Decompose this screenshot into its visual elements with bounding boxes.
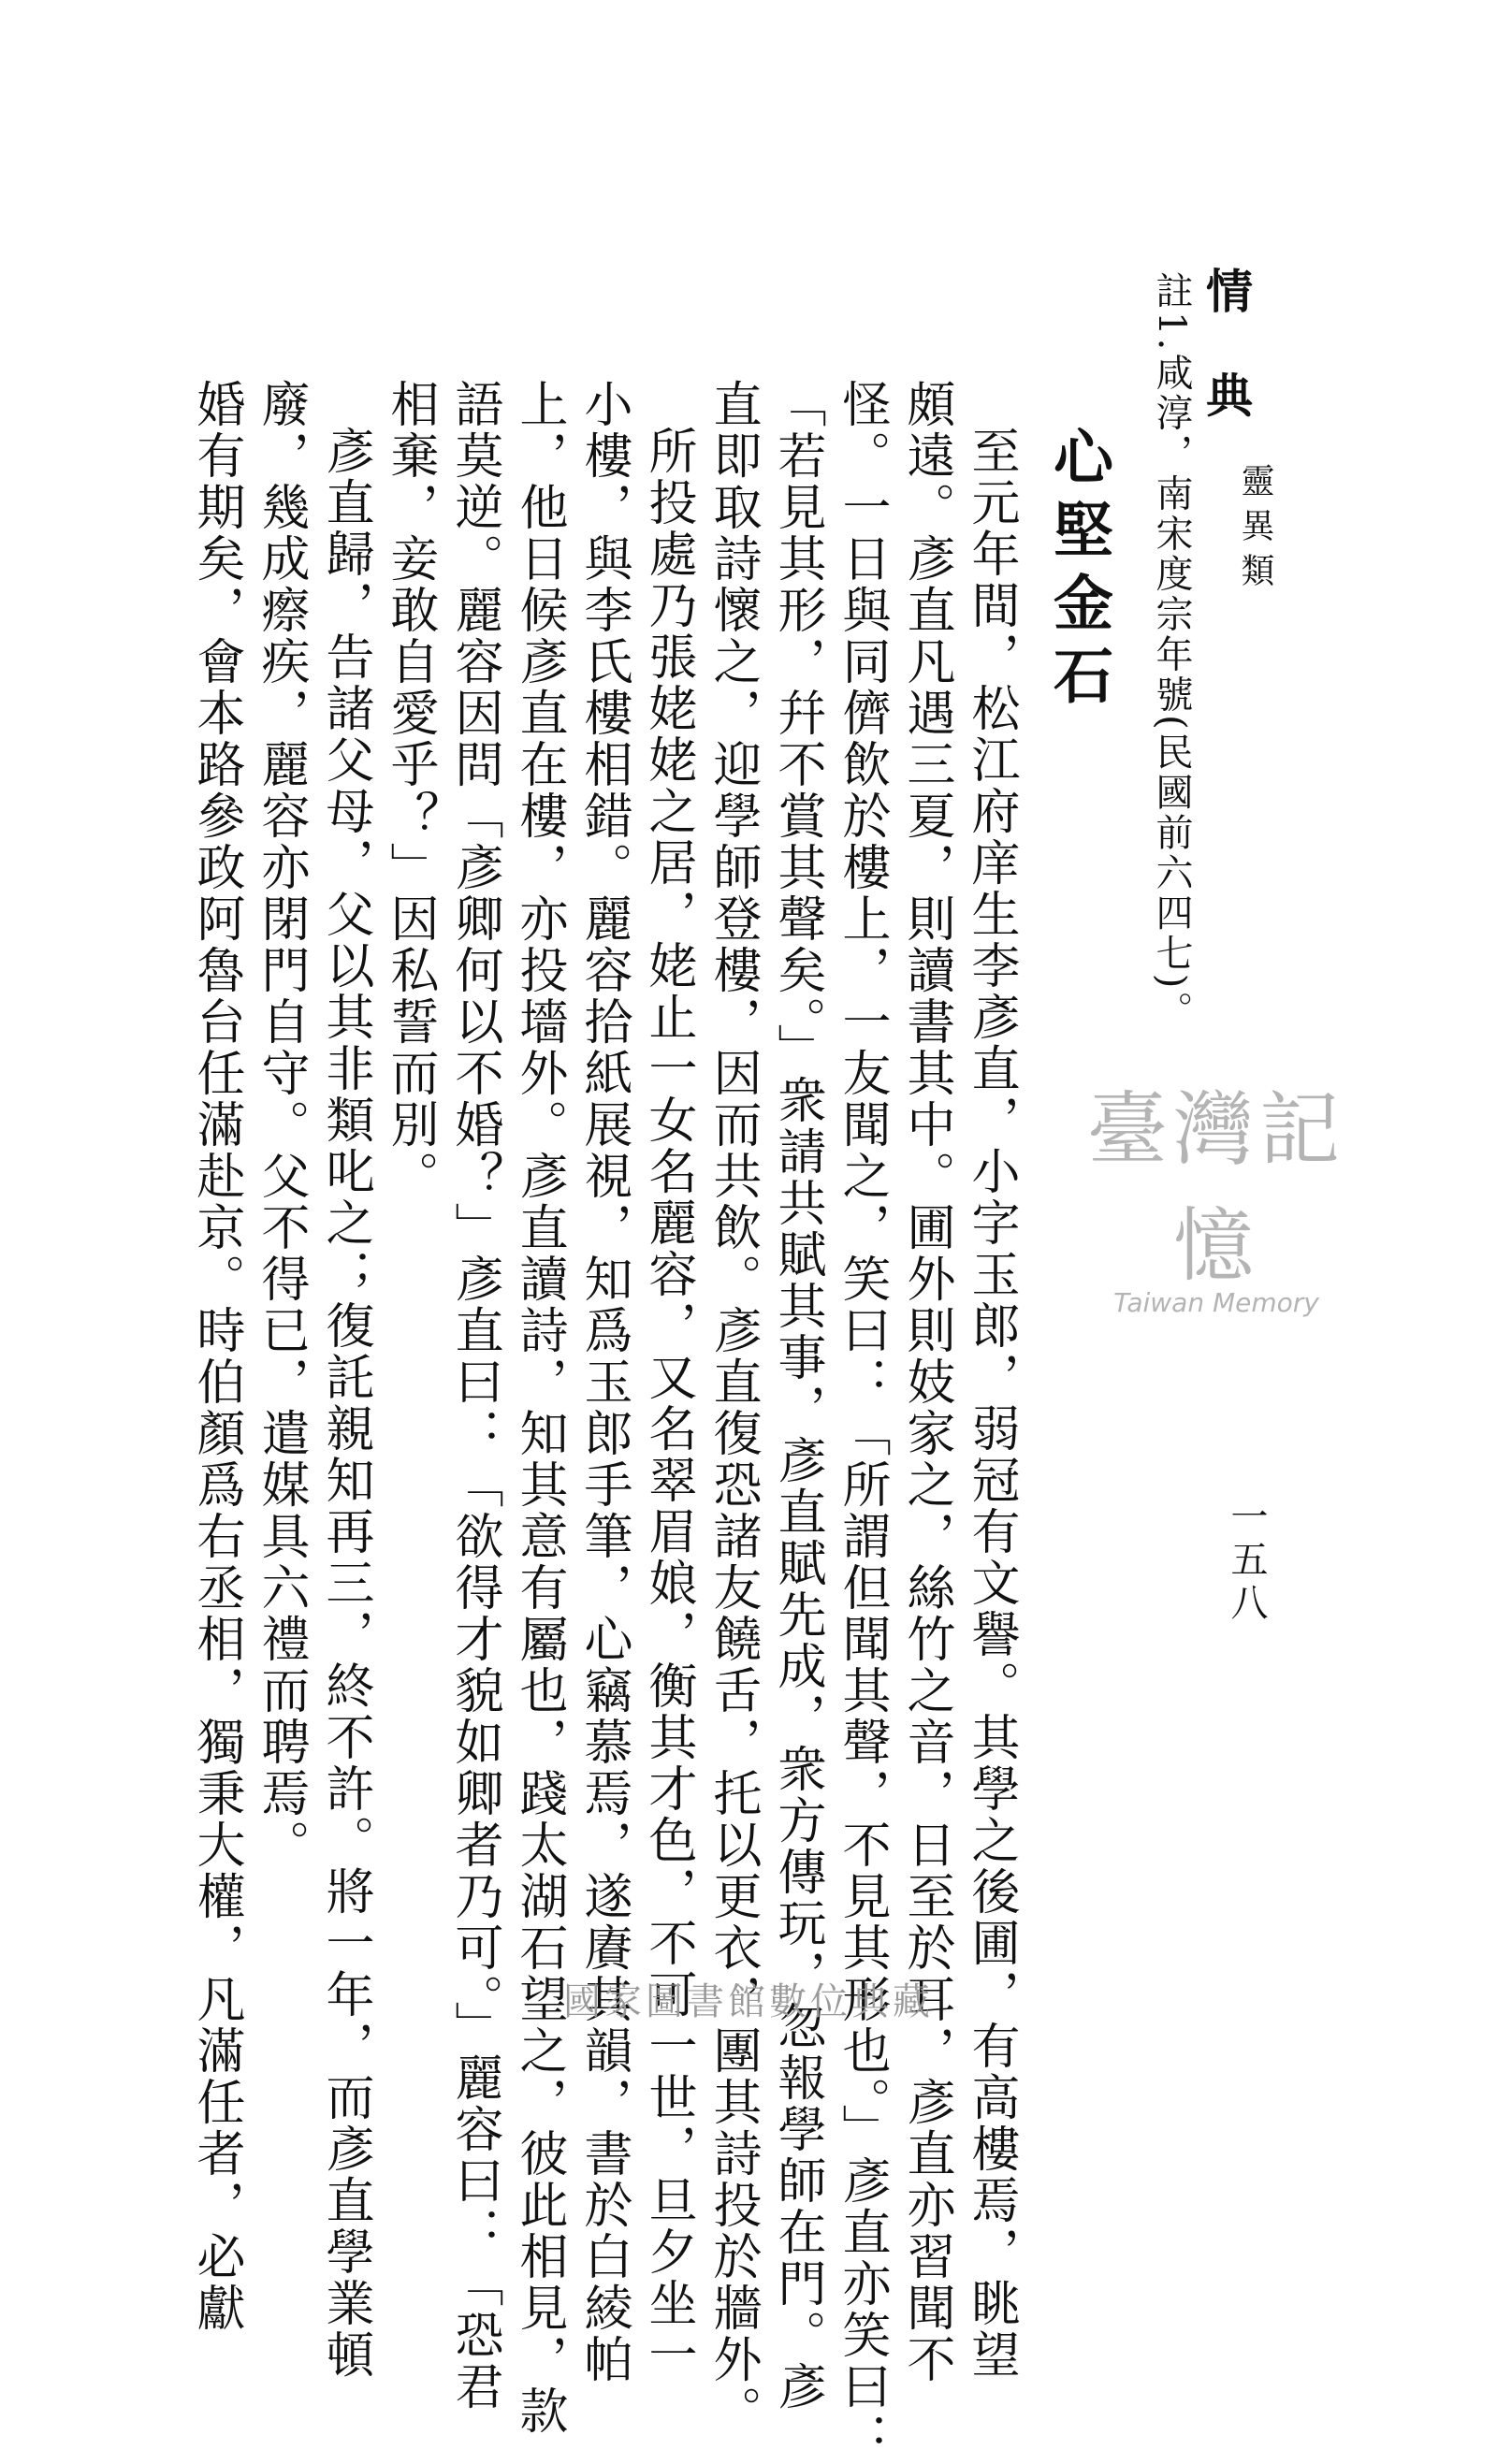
text-column: 語莫逆。麗容因問「彥卿何以不婚？」彥直曰：「欲得才貌如卿者乃可。」麗容曰：「恐君 xyxy=(446,379,502,2413)
text-column: 直即取詩懷之，迎學師登樓，因而共飲。彥直復恐諸友饒舌，托以更衣，團其詩投於牆外。 xyxy=(705,379,761,2437)
page-number: 一五八 xyxy=(1225,1497,1268,1626)
text-column: 「若見其形，幷不賞其聲矣。」衆請共賦其事，彥直賦先成，衆方傳玩，忽報學師在門。彥 xyxy=(769,379,825,2413)
text-column: 相棄，妾敢自愛乎？」因私誓而別。 xyxy=(382,379,438,1202)
text-column: 小樓，與李氏樓相錯。麗容拾紙展視，知爲玉郎手筆，心竊慕焉，遂賡其韻，書於白綾帕 xyxy=(575,379,632,2385)
watermark xyxy=(1048,1065,1385,1318)
text-column: 上，他日候彥直在樓，亦投墻外。彥直讀詩，知其意有屬也，踐太湖石望之，彼此相見，款 xyxy=(511,379,567,2437)
text-column: 怪。一日與同儕飲於樓上，一友聞之，笑曰：「所謂但聞其聲，不見其形也。」彥直亦笑曰： xyxy=(834,379,890,2464)
category-label: 靈異類 xyxy=(1236,463,1274,598)
text-column: 婚有期矣，會本路參政阿魯台任滿赴京。時伯顏爲右丞相，獨秉大權，凡滿任者，必獻 xyxy=(188,379,244,2334)
book-title: 情 典 xyxy=(1199,267,1254,439)
text-column: 彥直歸，告諸父母，父以其非類叱之；復託親知再三，終不許。將一年，而彥直學業頓 xyxy=(317,426,373,2381)
text-column: 所投處乃張姥姥之居，姥止一女名麗容，又名翠眉娘，衡其才色，不可一世，旦夕坐一 xyxy=(640,426,696,2381)
text-column: 廢，幾成瘵疾，麗容亦閉門自守。父不得已，遣媒具六禮而聘焉。 xyxy=(253,379,309,1871)
watermark-chinese: 臺灣記憶 xyxy=(1087,1083,1345,1293)
footer-caption: 國家圖書館數位典藏 xyxy=(563,1980,934,2023)
text-column: 至元年間，松江府庠生李彥直，小字玉郎，弱冠有文譽。其學之後圃，有高樓焉，眺望 xyxy=(963,426,1019,2381)
footnote: 註1.咸淳，南宋度宗年號(民國前六四七)。 xyxy=(1150,271,1193,1032)
watermark-english: Taiwan Memory xyxy=(1113,1287,1319,1318)
article-title: 心堅金石 xyxy=(1043,426,1113,717)
text-column: 頗遠。彥直凡遇三夏，則讀書其中。圃外則妓家之，絲竹之音，日至於耳，彥直亦習聞不 xyxy=(898,379,954,2385)
